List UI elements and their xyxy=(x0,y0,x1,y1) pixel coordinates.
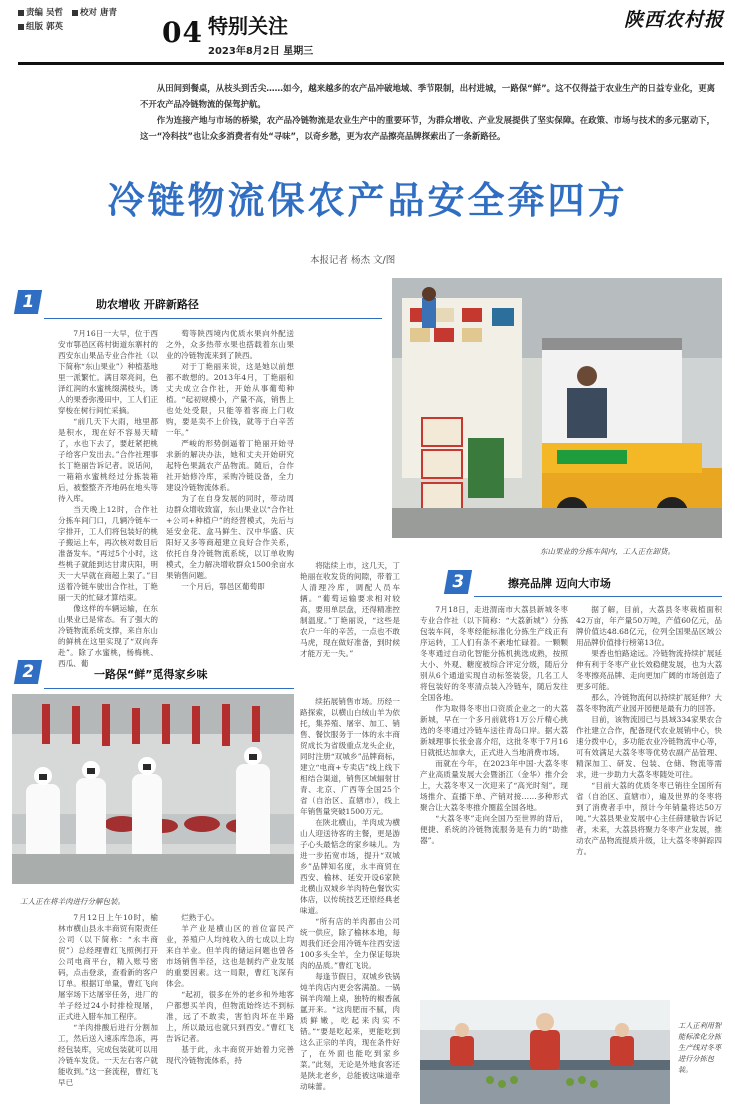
section-1-title: 助农增收 开辟新路径 xyxy=(96,298,199,311)
editor-credit: 组版 郭英 xyxy=(18,20,63,34)
paragraph: 作为取得冬枣出口资质企业之一的大荔新城，早在一个多月前就将1万公斤精心挑选的冬枣通过冷链车送往青岛口岸。据大荔新城理事长张金喜介绍，这批冬枣于7月16日就抵达加拿大，正式进入当地消费市场。 xyxy=(420,704,568,757)
paragraph: 烂熟于心。 xyxy=(181,913,220,922)
page-number: 04 xyxy=(162,16,203,49)
section-2-rule xyxy=(44,688,294,689)
s1-column-1 xyxy=(58,328,158,668)
paragraph: “目前大荔的优质冬枣已销往全国所有省（自治区、直辖市），遍及世界的冬枣将到了消费者手中，预计今年销量将达50万吨。”大荔县果业发展中心主任薛建敏告诉记者，未来，大荔县将聚力冬枣产业发展，推动农产品物流提质升级，让大荔冬枣鲜踪四方。 xyxy=(576,781,722,856)
s2-column-2 xyxy=(166,912,294,1102)
publication-date: 2023年8月2日 星期三 xyxy=(208,46,314,57)
paragraph: 将陆续上市，这几天，丁艳丽在收发货的间隙，带着工人清理冷库，调配人员车辆。“葡萄运输要求相对较高，要用单层盘，还得精准控制温度。”丁艳丽说，“这些是农户一年的辛苦，一点也不敢马虎，现在做好准备，到时候才能万无一失。” xyxy=(300,561,400,658)
paragraph: “羊肉排酸后进行分割加工，然后送入速冻库急冻，再经包装库，完成包装就可以用冷链车发货。一天左右客户就能收到。”这一套流程，曹红飞早已 xyxy=(58,1023,158,1087)
photo-meat-processing xyxy=(12,694,294,884)
page-header xyxy=(0,0,735,72)
photo-caption: 工人正利用智能标准化分拣生产线对冬枣进行分拣包装。 xyxy=(678,1021,722,1074)
editor-credits xyxy=(18,6,148,34)
section-2-title: 一路保“鲜”觅得家乡味 xyxy=(94,668,208,681)
main-headline: 冷链物流保农产品安全奔四方 xyxy=(107,179,628,222)
section-3-title: 擦亮品牌 迈向大市场 xyxy=(508,577,611,590)
photo-caption: 工人正在将羊肉进行分解包装。 xyxy=(20,897,125,906)
paragraph: 7月12日上午10时，榆林市横山县永丰商贸有限责任公司（以下简称：“永丰商贸”）总经理曹红飞照例打开公司电商平台，精入账号密码，点击登录，查看新的客户订单。根据订单量，曹红飞向屠宰场下达屠宰任务，进厂的羊子经过24小时排检现屠，正式进入腊车加工程序。 xyxy=(58,913,158,1021)
section-2-number: 2 xyxy=(14,660,42,684)
editor-credit: 责编 吴哲 xyxy=(18,6,63,20)
paragraph: “大荔冬枣”走向全国乃至世界的背后，便捷、系统的冷链物流服务是有力的“助推器”。 xyxy=(420,814,568,845)
paragraph: 严峻的形势倒逼着丁艳丽开始寻求新的解决办法，她和丈夫开始研究起特色果蔬农产品物流。随后，合作社开始修冷库，采购冷链设备，全力建设冷链物流体系。 xyxy=(166,439,294,492)
paragraph: 在陕北横山，羊肉成为横山人迎送待客的主餐，更是游子心头最惦念的家乡味儿。为进一步拓宽市场，提升“双城乡”品牌知名度，永丰商贸在西安、榆林、延安开设6家陕北横山双城乡羊肉特色餐饮实体店，以传统技艺还原经典老味道。 xyxy=(300,818,400,915)
paragraph: 为了在自身发展的同时，带动周边群众增收致富，东山果业以“合作社+公司+种植户”的经营模式，先后与延安金花、盒马鲜生、汉中华盛、庆阳好又多等商超建立良好合作关系，依托自身冷链物流系统，以订单收购模式，全力解决增收群众1500余亩水果销售问题。 xyxy=(166,494,294,580)
section-3-number: 3 xyxy=(444,570,472,594)
header-rule xyxy=(18,62,724,65)
paragraph: 而就在今年，在2023年中国·大荔冬枣产业高质量发展大会暨浙江（金华）推介会上，大荔冬枣又一次迎来了“高光时刻”。现场推介、直播下单、产销对接……多种形式聚合让大荔冬枣推介圈蓝全国各地。 xyxy=(420,759,568,812)
editor-credit: 校对 唐青 xyxy=(72,6,117,20)
section-name: 特别关注 xyxy=(208,14,288,38)
s2-column-1 xyxy=(58,912,158,1102)
paragraph: “起初，很多在外的老乡和外地客户都想买羊肉，但物流始终达不到标准，远了不敢卖，害怕肉坏在半路上，所以最远也就只到西安。”曹红飞告诉记者。 xyxy=(166,990,294,1043)
lead-paragraph: 作为连接产地与市场的桥梁，农产品冷链物流是农业生产中的重要环节，为群众增收、产业发展提供了坚实保障。在政策、市场与技术的多元驱动下，这一“冷科技”也让众多消费者有处“寻味”，以奇乡愁，更为农产品擦亮品牌探索出了一条新路径。 xyxy=(140,115,715,141)
paragraph: 萄等陕西境内优质水果向外配送之外，众多热带水果也搭载着东山果业的冷链物流来到了陕西。 xyxy=(166,329,294,360)
s1-column-2 xyxy=(166,328,294,653)
s3-column-1 xyxy=(420,604,568,992)
lead-paragraphs xyxy=(140,80,715,144)
paragraph: 续拓展销售市场。历经一路探索，以横山白绒山羊为依托，集养殖、屠宰、加工、销售、餐饮服务于一体的永丰商贸成长为省级重点龙头企业，同时注册“双城乡”品牌商标，建立“电商+专卖店”线上线下相结合渠道，销售区域辐射甘青、北京、广西等全国25个省（自治区、直辖市），线上年销售量突破1500万元。 xyxy=(300,697,400,816)
paragraph: 当天晚上12时，合作社分拣车间门口，几辆冷链车一字排开，工人们将包装好的桃子搬运上车，再次核对数目后准备发车。“再过5个小时，这些桃子就能到达甘肃庆阳，明天一大早就在商超上架了。”目送着冷链车驶出合作社，丁艳丽一天的忙碌才算结束。 xyxy=(58,505,158,602)
lead-paragraph: 从田间到餐桌，从枝头到舌尖……如今，越来越多的农产品冲破地域、季节限制，出村进城，一路保“鲜”。这不仅得益于农业生产的日益专业化，更离不开农产品冷链物流的保驾护航。 xyxy=(140,83,715,109)
paragraph: “所有店的羊肉都由公司统一供应，除了榆林本地，每周我们还会用冷链车往西安送100多头全羊，全力保证每块肉的品质。”曹红飞说。 xyxy=(300,917,400,970)
s1-column-3 xyxy=(300,560,400,660)
section-1-rule xyxy=(44,318,382,319)
s2-column-3 xyxy=(300,696,400,1104)
paragraph: 羊产业是横山区的首位富民产业，养殖户人均纯收入的七成以上均来自羊业。但羊肉的储运问题也曾各市场销售半径，这也是制约产业发展的重要因素。这一局限，曹红飞深有体会。 xyxy=(166,924,294,988)
paragraph: 目前，该物流园已与县域334家果农合作社建立合作，配备现代农业展销中心，快速分拨中心，多功能农业冷链物流中心等，可有效满足大荔冬枣等优势农副产品管理、精深加工、研发、包装、仓储、物流等需求，进一步助力大荔冬枣随处可往。 xyxy=(576,715,722,779)
newspaper-masthead: 陕西农村报 xyxy=(623,9,724,31)
paragraph: 果香也怕路途远。冷链物流持续扩展延伸有利于冬枣产业长效稳健发展，也为大荔冬枣擦亮品牌、走向更加广阔的市场创造了更多可能。 xyxy=(576,649,722,691)
paragraph: 像这样的车辆运输，在东山果业已是常态。有了强大的冷链物流系统支撑，来自东山的鲜桃在这里实现了“双向奔赴”。除了水蜜桃，杨梅桃、西瓜、葡 xyxy=(58,604,158,668)
section-1-number: 1 xyxy=(14,290,42,314)
paragraph: 一个月后，鄠邑区葡萄即 xyxy=(181,582,265,591)
paragraph: 对于丁艳丽来说，这是她以前想都不敢想的。2013年4月，丁艳丽和丈夫成立合作社，开始从事葡萄种植。“起初规模小，产量不高，销售上也处处受限，只能等着客商上门收购，要是卖不上价钱，就等于白辛苦一年。” xyxy=(166,362,294,437)
paragraph: 7月16日一大早，位于西安市鄠邑区蒋村街道东寨村的西安东山果品专业合作社（以下简称“东山果业”）种植基地里一派繁忙。满目翠亮间，色泽红润的水蜜桃缀满枝头，诱人的果香弥漫田中，工人们正穿梭在树行间忙采摘。 xyxy=(58,329,158,415)
photo-date-sorting-line xyxy=(420,1000,670,1104)
paragraph: 每逢节假日，双城乡铁锅炖羊肉店内更会客满盈。一锅锅羊肉端上桌，独特的椒香氤氲开来。“这肉肥而不腻，肉质鲜嫩，吃起来肉实不错。”“要是吃起来，更能吃到这么正宗的羊肉，现在条件好了，在外面也能吃到家乡菜。”此刻，无论是外地食客还是陕北老乡，总能被这味道牵动味蕾。 xyxy=(300,972,400,1091)
photo-caption: 东山果业的分拣车间内，工人正在卸货。 xyxy=(540,547,675,556)
paragraph: 7月18日，走进渭南市大荔县新城冬枣专业合作社（以下简称：“大荔新城”）分拣包装车间，冬枣经能标准化分拣生产线正有序运转，工人们有条不紊地忙碌着。一颗颗冬枣通过自动化智能分拣机挑选成熟，按照大小、外观、糖度被综合评定分级，随后分别从6个通道实现自动标签装袋，几名工人将包装好的冬枣清点装入冷链车，随后发往全国各地。 xyxy=(420,605,568,702)
photo-warehouse-unloading xyxy=(392,278,722,538)
s3-column-2 xyxy=(576,604,722,992)
paragraph: 那么，冷链物流何以持续扩展延伸？大荔冬枣物流产业园开园便是最有力的回答。 xyxy=(576,693,722,713)
paragraph: 据了解，目前，大荔县冬枣栽植面积42万亩，年产量50万吨，产值60亿元，品牌价值达48.68亿元，位列全国果品区域公用品牌价值排行榜第13位。 xyxy=(576,605,722,647)
byline: 本报记者 杨杰 文/图 xyxy=(310,255,396,266)
paragraph: 基于此，永丰商贸开始着力完善现代冷链物流体系，持 xyxy=(166,1045,294,1065)
paragraph: “前几天下大雨，地里都是积水，现在好不容易天晴了，水也下去了，要赶紧把桃子给客户发出去。”合作社理事长丁艳丽告诉记者。说话间，一箱箱水蜜桃经过分拣装箱后，被整整齐齐地码在地头等待入库。 xyxy=(58,417,158,503)
section-3-rule xyxy=(474,596,722,597)
